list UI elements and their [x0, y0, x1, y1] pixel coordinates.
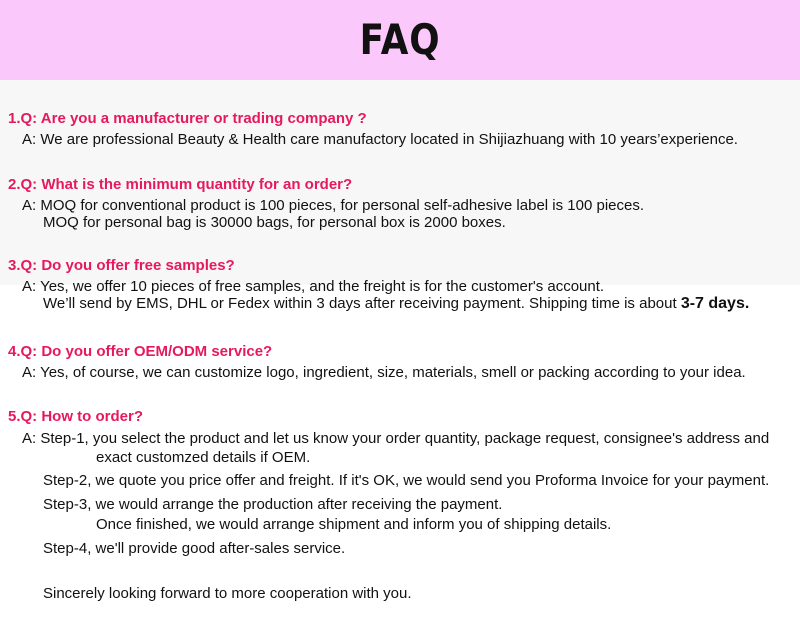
- page-title: FAQ: [359, 15, 441, 64]
- shipping-time-emphasis: 3-7 days.: [680, 295, 750, 312]
- faq-answer-3-line-2-text: We’ll send by EMS, DHL or Fedex within 3 days after receiving payment. Shipping time is about: [43, 295, 677, 312]
- faq-answer-3-line-1: A: Yes, we offer 10 pieces of free samples, and the freight is for the customer's account.: [22, 278, 605, 295]
- faq-question-4: 4.Q: Do you offer OEM/ODM service?: [8, 343, 273, 360]
- faq-answer-5-step-2: Step-2, we quote you price offer and freight. If it's OK, we would send you Proforma Invoice for your payment.: [43, 472, 770, 489]
- faq-answer-5-step-4: Step-4, we'll provide good after-sales service.: [43, 540, 346, 557]
- faq-answer-2-line-1: A: MOQ for conventional product is 100 pieces, for personal self-adhesive label is 100 pieces.: [22, 197, 645, 214]
- faq-answer-1-line-1: A: We are professional Beauty & Health care manufactory located in Shijiazhuang with 10 years’experience.: [22, 131, 738, 148]
- faq-answer-2-line-2: MOQ for personal bag is 30000 bags, for personal box is 2000 boxes.: [43, 214, 506, 231]
- faq-answer-5-step-1: A: Step-1, you select the product and let us know your order quantity, package request, consignee's address and: [22, 430, 770, 447]
- faq-answer-4-line-1: A: Yes, of course, we can customize logo, ingredient, size, materials, smell or packing according to your idea.: [22, 364, 746, 381]
- faq-question-5: 5.Q: How to order?: [8, 408, 143, 425]
- faq-answer-5-step-3-cont: Once finished, we would arrange shipment and inform you of shipping details.: [96, 516, 612, 533]
- faq-question-2: 2.Q: What is the minimum quantity for an order?: [8, 176, 353, 193]
- faq-question-1: 1.Q: Are you a manufacturer or trading company ?: [8, 110, 367, 127]
- faq-answer-5-step-1-cont: exact customzed details if OEM.: [96, 449, 311, 466]
- faq-question-3: 3.Q: Do you offer free samples?: [8, 257, 235, 274]
- faq-answer-3-line-2: [43, 295, 749, 313]
- closing-note: Sincerely looking forward to more cooperation with you.: [43, 585, 412, 602]
- faq-answer-5-step-3: Step-3, we would arrange the production after receiving the payment.: [43, 496, 503, 513]
